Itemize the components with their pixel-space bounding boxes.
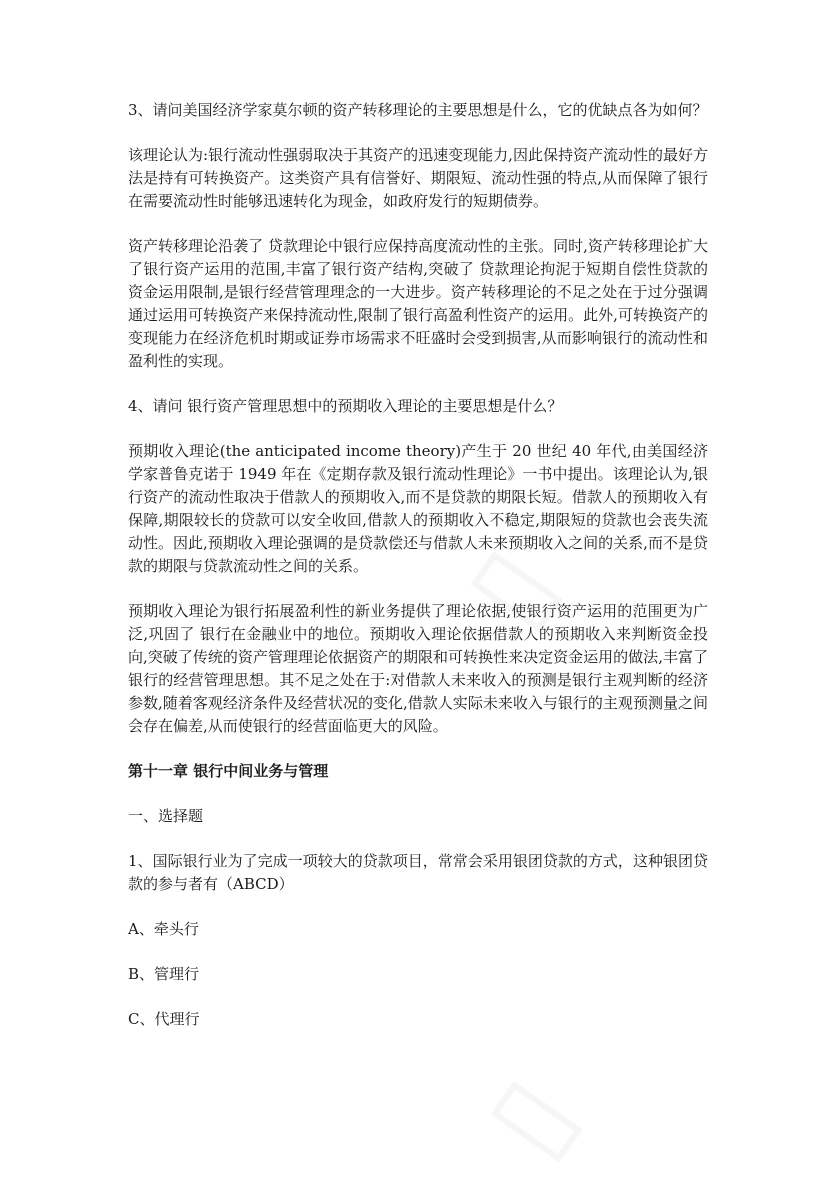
section-heading: 一、选择题: [128, 807, 204, 825]
q4-answer-paragraph-1: 预期收入理论(the anticipated income theory)产生于 20 世纪 40 年代,由美国经济学家普鲁克诺于 1949 年在《定期存款及银行流动性理论》一书中提出。该理论认为,银行资产的流动性取决于借款人的预期收入,而不是贷款的期限长短。借款人的预期收入有保障,期限较长的贷款可以安全收回,借款人的预期收入不稳定,期限短的贷款也会丧失流动性。因此,预期收入理论强调的是贷款偿还与借款人未来预期收入之间的关系,而不是贷款的期限与贷款流动性之间的关系。: [128, 442, 708, 575]
option-b: B、管理行: [128, 965, 200, 983]
document-page: [128, 99, 708, 1031]
q3-question: 3、请问美国经济学家莫尔顿的资产转移理论的主要思想是什么，它的优缺点各为如何？: [128, 101, 708, 119]
chapter-question-1: 1、国际银行业为了完成一项较大的贷款项目，常常会采用银团贷款的方式，这种银团贷款的参与者有（ABCD）: [128, 852, 708, 893]
option-c: C、代理行: [128, 1010, 200, 1028]
q4-answer-paragraph-2: 预期收入理论为银行拓展盈利性的新业务提供了理论依据,使银行资产运用的范围更为广泛,巩固了 银行在金融业中的地位。预期收入理论依据借款人的预期收入来判断资金投向,突破了传统的资产管理理论依据资产的期限和可转换性来决定资金运用的做法,丰富了银行的经营管理思想。其不足之处在于:对借款人未来收入的预测是银行主观判断的经济参数,随着客观经济条件及经营状况的变化,借款人实际未来收入与银行的主观预测量之间会存在偏差,从而使银行的经营面临更大的风险。: [128, 602, 708, 735]
option-a: A、牵头行: [128, 920, 199, 938]
chapter-title: 第十一章 银行中间业务与管理: [128, 762, 329, 780]
q3-answer-paragraph-1: 该理论认为:银行流动性强弱取决于其资产的迅速变现能力,因此保持资产流动性的最好方法是持有可转换资产。这类资产具有信誉好、期限短、流动性强的特点,从而保障了银行在需要流动性时能够迅速转化为现金，如政府发行的短期债券。: [128, 146, 708, 210]
q3-answer-paragraph-2: 资产转移理论沿袭了 贷款理论中银行应保持高度流动性的主张。同时,资产转移理论扩大了银行资产运用的范围,丰富了银行资产结构,突破了 贷款理论拘泥于短期自偿性贷款的资金运用限制,是银行经营管理理念的一大进步。资产转移理论的不足之处在于过分强调通过运用可转换资产来保持流动性,限制了银行高盈利性资产的运用。此外,可转换资产的变现能力在经济危机时期或证券市场需求不旺盛时会受到损害,从而影响银行的流动性和盈利性的实现。: [128, 237, 708, 370]
watermark: [463, 1032, 622, 1196]
q4-question: 4、请问 银行资产管理思想中的预期收入理论的主要思想是什么？: [128, 397, 563, 415]
